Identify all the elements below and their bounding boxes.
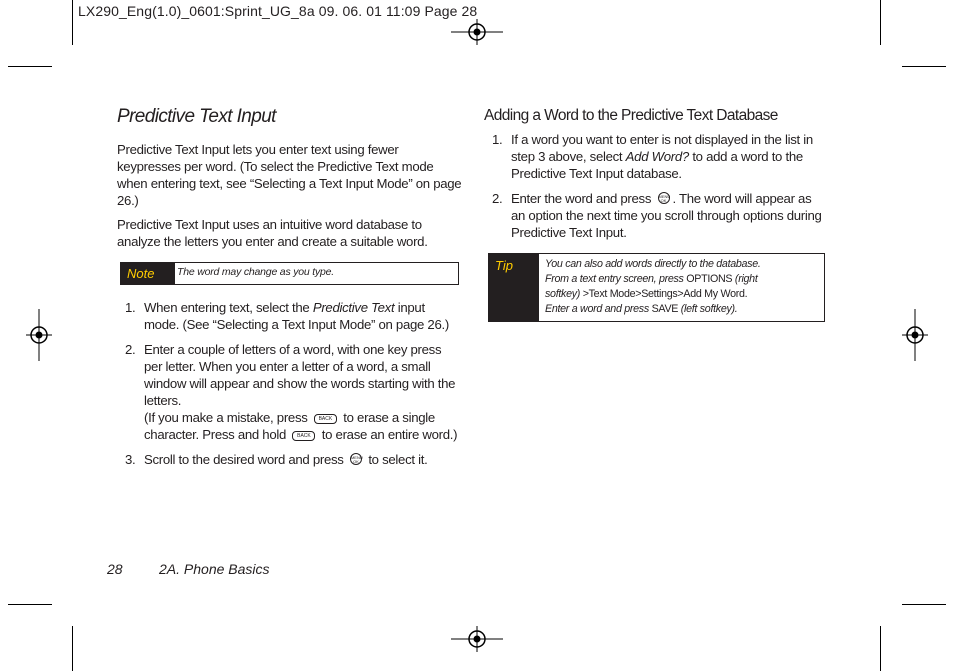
- menu-path-item: Settings: [641, 288, 678, 300]
- list-item: [117, 341, 462, 443]
- step-number: 1.: [125, 300, 136, 315]
- step-number: 3.: [125, 452, 136, 467]
- note-text: The word may change as you type.: [177, 266, 335, 278]
- crop-mark-bottom-right-vertical: [880, 626, 881, 671]
- tip-line: You can also add words directly to the database.: [545, 258, 761, 270]
- softkey-label: SAVE: [651, 303, 679, 315]
- tip-line: Enter a word and press: [545, 303, 652, 315]
- step-text: (If you make a mistake, press: [144, 410, 311, 425]
- step-text: . The word will appear as an option the next time you scroll through options during Predictive Text Input.: [511, 191, 822, 240]
- tip-label: Tip: [489, 254, 539, 321]
- step-emphasis: Add Word?: [625, 149, 689, 164]
- softkey-label: OPTIONS: [686, 273, 733, 285]
- back-key-icon: BACK: [292, 431, 315, 441]
- crop-mark-top-right-vertical: [880, 0, 881, 45]
- menu-separator: >: [677, 288, 684, 300]
- tip-box: [488, 253, 825, 322]
- step-text: Scroll to the desired word and press: [144, 452, 347, 467]
- registration-mark-left-icon: [26, 309, 52, 361]
- tip-text: [539, 254, 761, 321]
- printer-slug: LX290_Eng(1.0)_0601:Sprint_UG_8a 09. 06. 01 11:09 Page 28: [78, 3, 478, 19]
- step-text: to add a word to the Predictive Text Input database.: [511, 149, 803, 181]
- note-box: [120, 262, 459, 285]
- tip-line: (right: [732, 273, 758, 285]
- step-text: to erase a single character. Press and hold: [144, 410, 435, 442]
- crop-mark-bottom-right-horizontal: [902, 604, 946, 605]
- tip-line: .: [744, 288, 748, 300]
- step-number: 2.: [125, 342, 136, 357]
- registration-mark-top-icon: [451, 19, 503, 45]
- intro-paragraph: Predictive Text Input lets you enter text using fewer keypresses per word. (To select the Predictive Text mode when entering text, see “Selecting a Text Input Mode” on page 26.): [117, 142, 462, 208]
- crop-mark-bottom-left-vertical: [72, 626, 73, 671]
- page-footer: [107, 561, 270, 577]
- step-emphasis: Predictive Text: [312, 300, 395, 315]
- section-title: Predictive Text Input: [117, 106, 276, 127]
- tip-line: (left softkey).: [678, 303, 738, 315]
- step-text: to erase an entire word.): [318, 427, 458, 442]
- step-number: 2.: [492, 191, 503, 206]
- registration-mark-bottom-icon: [451, 626, 503, 652]
- tip-line: From a text entry screen, press: [545, 273, 687, 285]
- crop-mark-top-left-vertical: [72, 0, 73, 45]
- list-item: [484, 190, 826, 241]
- right-column: [484, 106, 826, 322]
- menu-path-item: Add My Word: [683, 288, 745, 300]
- list-item: [484, 131, 826, 182]
- step-text: Enter the word and press: [511, 191, 655, 206]
- step-text: If a word you want to enter is not displayed in the list in step 3 above, select: [511, 132, 813, 164]
- tip-line: softkey): [545, 288, 583, 300]
- steps-list: [484, 131, 826, 241]
- menu-separator: >: [635, 288, 642, 300]
- note-label: Note: [121, 263, 175, 284]
- crop-mark-top-right-horizontal: [902, 66, 946, 67]
- back-key-icon: BACK: [314, 414, 337, 424]
- list-item: [117, 299, 462, 333]
- step-text: to select it.: [364, 452, 428, 467]
- section-name: 2A. Phone Basics: [159, 561, 270, 577]
- menu-separator: >: [582, 288, 589, 300]
- page-number: 28: [107, 561, 123, 577]
- step-number: 1.: [492, 132, 503, 147]
- menu-path-item: Text Mode: [588, 288, 636, 300]
- subsection-title: Adding a Word to the Predictive Text Database: [484, 107, 778, 124]
- crop-mark-bottom-left-horizontal: [8, 604, 52, 605]
- step-text: Enter a couple of letters of a word, with one key press per letter. When you enter a letter of a word, a small window will appear and show the words starting with the letters.: [144, 342, 456, 408]
- list-item: [117, 451, 462, 468]
- step-text: When entering text, select the: [144, 300, 313, 315]
- steps-list: [117, 299, 462, 468]
- step-text: input mode. (See “Selecting a Text Input Mode” on page 26.): [144, 300, 449, 332]
- ok-key-icon: MENU OK: [350, 454, 363, 464]
- database-paragraph: Predictive Text Input uses an intuitive word database to analyze the letters you enter and create a suitable word.: [117, 217, 428, 249]
- registration-mark-right-icon: [902, 309, 928, 361]
- left-column: [117, 106, 462, 476]
- crop-mark-top-left-horizontal: [8, 66, 52, 67]
- ok-key-icon: MENU OK: [658, 193, 671, 203]
